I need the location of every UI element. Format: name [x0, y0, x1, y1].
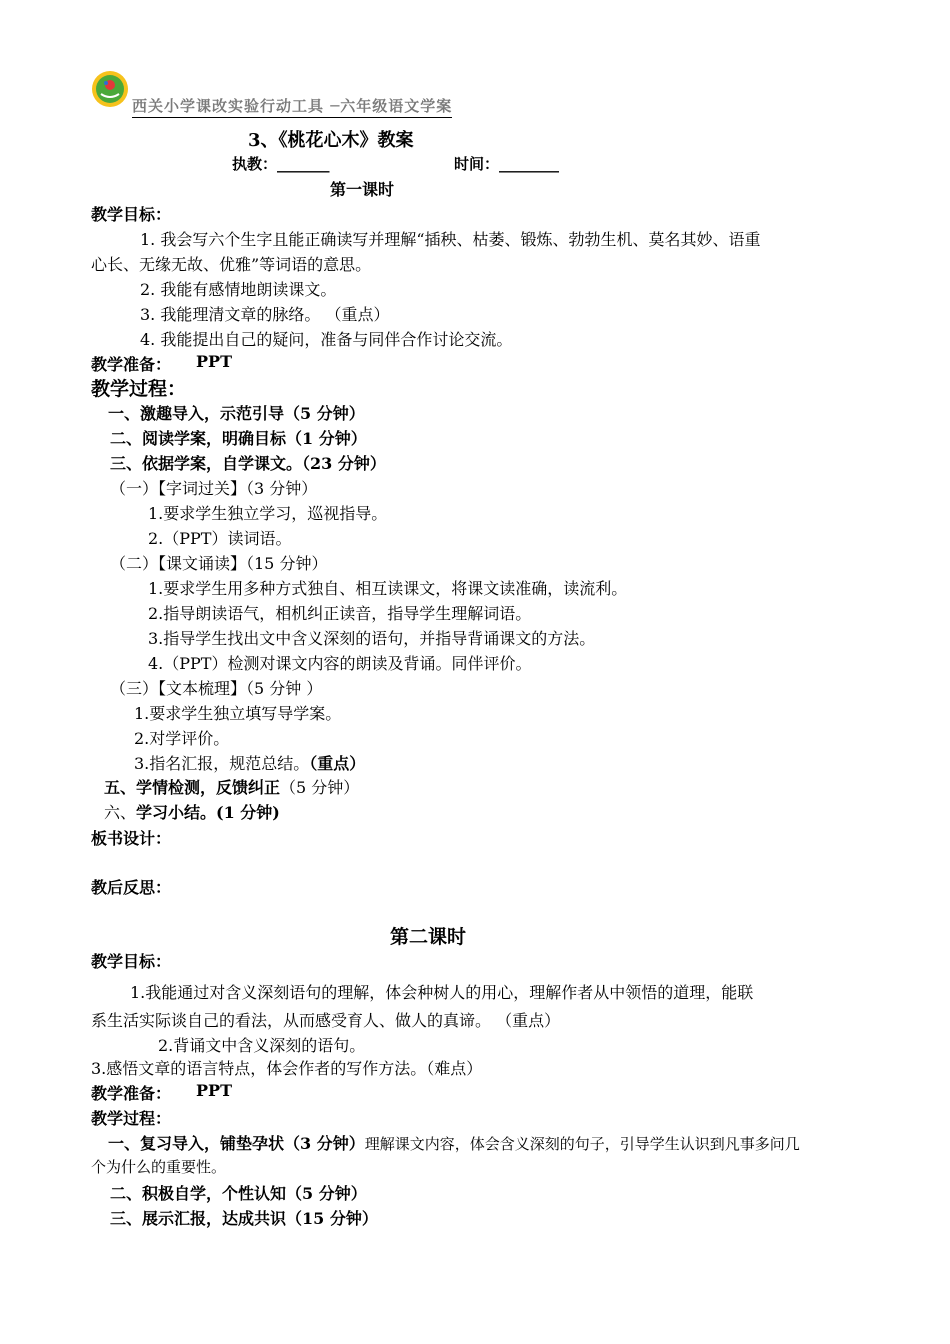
board-design-label: 板书设计： — [91, 829, 172, 848]
lesson2-heading: 第二课时 — [390, 926, 467, 948]
lesson2-goals-label: 教学目标： — [91, 952, 172, 971]
lesson1-heading: 第一课时 — [330, 180, 395, 199]
sub2-item-3: 3.指导学生找出文中含义深刻的语句，并指导背诵课文的方法。 — [148, 629, 596, 648]
sub-section-2: （二）【课文诵读】（15 分钟） — [110, 554, 328, 573]
lesson2-process-label: 教学过程： — [91, 1109, 172, 1128]
lesson1-prep-value: PPT — [196, 352, 232, 371]
sub3-emphasis: （重点） — [309, 754, 366, 773]
lesson2-step-1 — [108, 1131, 800, 1154]
lesson2-step-1-cont: 个为什么的重要性。 — [91, 1158, 227, 1176]
lesson2-step-2: 二、积极自学，个性认知（5 分钟） — [110, 1184, 367, 1203]
sub1-item-1: 1.要求学生独立学习，巡视指导。 — [148, 504, 388, 523]
lesson2-goal-1b: 系生活实际谈自己的看法，从而感受育人、做人的真谛。 （重点） — [91, 1011, 561, 1030]
l2-step1-title: 一、复习导入，铺垫孕状（3 分钟） — [108, 1134, 365, 1153]
sub1-item-2: 2.（PPT）读词语。 — [148, 529, 292, 548]
header-banner: 西关小学课改实验行动工具 ─六年级语文学案 — [132, 95, 452, 118]
lesson1-goal-1a: 1. 我会写六个生字且能正确读写并理解“插秧、枯萎、锻炼、勃勃生机、莫名其妙、语重 — [140, 230, 761, 249]
lesson1-goal-4: 4. 我能提出自己的疑问，准备与同伴合作讨论交流。 — [140, 330, 513, 349]
lesson1-step-2: 二、阅读学案，明确目标（1 分钟） — [110, 429, 367, 448]
lesson2-goal-1a: 1.我能通过对含义深刻语句的理解，体会种树人的用心，理解作者从中领悟的道理，能联 — [130, 983, 754, 1002]
step6-prefix: 六、 — [104, 803, 137, 822]
lesson1-step-6 — [104, 800, 280, 823]
sub2-item-4: 4.（PPT）检测对课文内容的朗读及背诵。同伴评价。 — [148, 654, 532, 673]
l2-step1-desc: 理解课文内容，体会含义深刻的句子，引导学生认识到凡事多问几 — [364, 1135, 800, 1153]
lesson1-goals-label: 教学目标： — [91, 205, 172, 224]
sub-section-1: （一）【字词过关】（3 分钟） — [110, 479, 318, 498]
step5-time: （5 分钟） — [280, 778, 360, 797]
sub2-item-2: 2.指导朗读语气，相机纠正读音，指导学生理解词语。 — [148, 604, 532, 623]
sub3-item-1: 1.要求学生独立填写导学案。 — [134, 704, 342, 723]
sub3-item-3 — [134, 751, 365, 774]
lesson2-step-3: 三、展示汇报，达成共识（15 分钟） — [110, 1209, 378, 1228]
lesson1-step-1: 一、激趣导入，示范引导（5 分钟） — [108, 404, 365, 423]
lesson1-goal-2: 2. 我能有感情地朗读课文。 — [140, 280, 337, 299]
lesson1-step-3: 三、依据学案，自学课文。（23 分钟） — [110, 454, 386, 473]
sub-section-3: （三）【文本梳理】（5 分钟 ） — [110, 679, 323, 698]
lesson1-goal-3: 3. 我能理清文章的脉络。 （重点） — [140, 305, 390, 324]
sub3-item-3-text: 3.指名汇报，规范总结。 — [134, 754, 310, 773]
lesson2-goal-2: 2.背诵文中含义深刻的语句。 — [158, 1036, 366, 1055]
lesson2-prep-label: 教学准备： — [91, 1084, 172, 1103]
lesson1-goal-1b: 心长、无缘无故、优雅”等词语的意思。 — [91, 255, 372, 274]
step6-text: 学习小结。(1 分钟) — [136, 803, 280, 822]
time-field: 时间：________ — [454, 155, 560, 173]
lesson1-step-5 — [104, 775, 359, 798]
reflection-label: 教后反思： — [91, 878, 172, 897]
school-logo — [91, 70, 129, 108]
sub2-item-1: 1.要求学生用多种方式独自、相互读课文，将课文读准确，读流利。 — [148, 579, 628, 598]
lesson1-prep-label: 教学准备： — [91, 355, 172, 374]
lesson1-process-label: 教学过程： — [91, 378, 187, 400]
sub3-item-2: 2.对学评价。 — [134, 729, 230, 748]
step5-text: 五、学情检测，反馈纠正 — [104, 778, 281, 797]
lesson2-goal-3: 3.感悟文章的语言特点，体会作者的写作方法。（难点） — [91, 1059, 483, 1078]
teacher-field: 执教：_______ — [232, 155, 330, 173]
lesson2-prep-value: PPT — [196, 1081, 232, 1100]
page-title: 3、《桃花心木》教案 — [248, 130, 414, 151]
